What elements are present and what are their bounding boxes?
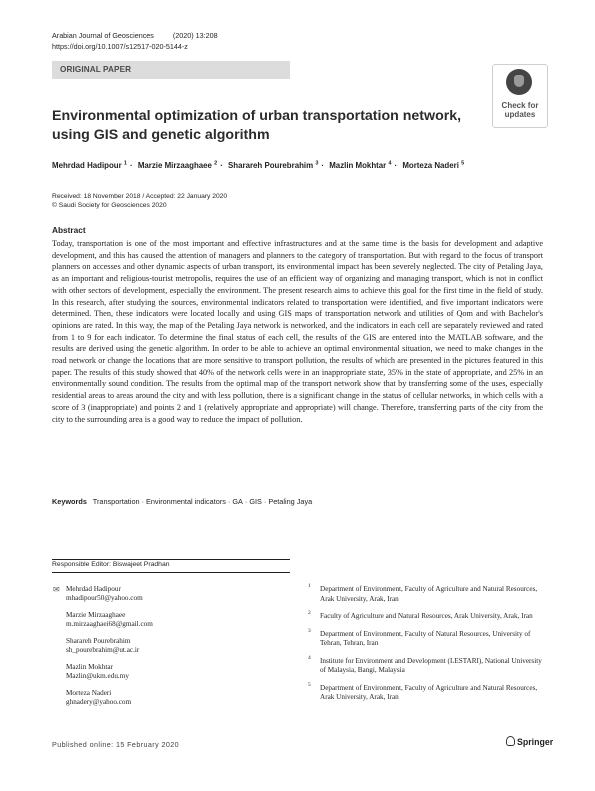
contact-item bbox=[66, 663, 153, 681]
affiliation-item: 1 Department of Environment, Faculty of Agriculture and Natural Resources, Arak University, Arak, Iran bbox=[308, 583, 538, 603]
springer-horse-icon bbox=[506, 736, 515, 746]
contact-email[interactable]: Mazlin@ukm.edu.my bbox=[66, 672, 129, 680]
contact-list bbox=[66, 585, 153, 715]
paper-title: Environmental optimization of urban transportation network, using GIS and genetic algorithm bbox=[52, 108, 462, 143]
responsible-editor: Responsible Editor: Biswajeet Pradhan bbox=[52, 561, 170, 568]
contact-email[interactable]: m.mirzaaghaei68@gmail.com bbox=[66, 620, 153, 628]
publisher-logo bbox=[506, 736, 553, 747]
author[interactable]: Mazlin Mokhtar $^4$ bbox=[329, 160, 392, 170]
keyword[interactable]: GA bbox=[232, 497, 243, 506]
check-updates-line2: updates bbox=[504, 110, 536, 119]
copyright: © Saudi Society for Geosciences 2020 bbox=[52, 202, 167, 209]
author[interactable]: Marzie Mirzaaghaee $^2$ bbox=[137, 160, 218, 170]
journal-name: Arabian Journal of Geosciences bbox=[52, 31, 154, 40]
keyword[interactable]: Petaling Jaya bbox=[268, 497, 313, 506]
contact-item bbox=[66, 689, 153, 707]
affiliation-item: 4 Institute for Environment and Development (LESTARI), National University of Malaysia, Bangi, Malaysia bbox=[308, 654, 542, 674]
author[interactable]: Sharareh Pourebrahim $^3$ bbox=[228, 160, 319, 170]
envelope-icon: ✉ bbox=[53, 585, 60, 594]
contact-item bbox=[66, 637, 153, 655]
publication-dates bbox=[52, 192, 227, 210]
abstract-text: Today, transportation is one of the most important and effective infrastructures and at the same time is the basis for development and adaptive development, and this has caused the attention of managers and planners to the category of transportation. But with regard to the focus of transport planners on accesses and other dynamic aspects of urban transport, its environmental impact has been severely neglected. The city of Petaling Jaya, as an important and religious-tourist metropolis, requires the use of an efficient way of organizing and managing transport, which is not in conflict with other sectors of development, especially the environment. The present research aims to achieve this goal for the first time in the field of study. In this research, after studying the sources, environmental indicators related to transportation were identified, and five important indicators were determined. Then, these indicators were located locally and using GIS maps of transportation network and utilities of Qom and with Bachelor's opinions are rated. In this way, the map of the Petaling Jaya network is networked, and the indicators in each cell are separately reviewed and rated from 1 to 9 for each indicator. To determine the final status of each cell, the results of the GIS are entered into the MATLAB software, and the results are derived using the genetic algorithm. In order to be able to achieve an optimal environmental situation, we need to make changes in the road network or change the locations that are more sensitive to transport pollution, the results of which are presented in the pictures featured in this paper. The results of this study showed that 40% of the network cells were in an inappropriate state, 35% in the state of appropriate, and 25% in an environmentally sound condition. The results from the optimal map of the transport network show that by transferring some of the uses, especially residential areas to areas around the city and with less pollution, there is a significant change in the status of cellular networks, in which cells with a score of 3 (inappropriate) and points 2 and 1 (relatively appropriate and appropriate) will change. Therefore, transferring parts of the city from the city to the surrounding area is a good way to reduce the impact of pollution. bbox=[52, 239, 543, 424]
bookmark-icon bbox=[506, 69, 532, 95]
divider bbox=[52, 559, 290, 560]
contact-name: Mazlin Mokhtar bbox=[66, 663, 113, 671]
keyword[interactable]: Transportation bbox=[92, 497, 140, 506]
journal-header bbox=[52, 30, 218, 52]
affiliation-item: 3 Department of Environment, Faculty of Natural Resources, University of Tehran, Tehran, Iran bbox=[308, 627, 531, 647]
affiliation-list bbox=[308, 585, 548, 711]
contact-email[interactable]: ghnadery@yahoo.com bbox=[66, 698, 132, 706]
affiliation-item: 5 Department of Environment, Faculty of Agriculture and Natural Resources, Arak University, Arak, Iran bbox=[308, 681, 538, 701]
author[interactable]: Morteza Naderi $^5$ bbox=[402, 160, 465, 170]
keyword[interactable]: GIS bbox=[249, 497, 262, 506]
check-updates-line1: Check for bbox=[501, 101, 539, 110]
contact-item bbox=[66, 611, 153, 629]
article-type-banner bbox=[52, 61, 290, 79]
contact-name: Mehrdad Hadipour bbox=[66, 585, 121, 593]
affiliation-item: 2 Faculty of Agriculture and Natural Resources, Arak University, Arak, Iran bbox=[308, 610, 533, 620]
author[interactable]: Mehrdad Hadipour $^1$ bbox=[52, 160, 127, 170]
journal-volume: (2020) 13:208 bbox=[172, 31, 218, 40]
contact-item bbox=[66, 585, 153, 603]
keyword[interactable]: Environmental indicators bbox=[146, 497, 226, 506]
divider bbox=[52, 572, 290, 573]
published-online: Published online: 15 February 2020 bbox=[52, 740, 180, 749]
contact-name: Morteza Naderi bbox=[66, 689, 112, 697]
contact-name: Sharareh Pourebrahim bbox=[66, 637, 131, 645]
keywords: Keywords Transportation · Environmental indicators · GA · GIS · Petaling Jaya bbox=[52, 497, 313, 506]
publisher-name: Springer bbox=[517, 737, 554, 747]
contact-name: Marzie Mirzaaghaee bbox=[66, 611, 126, 619]
contact-email[interactable]: sh_pourebrahim@ut.ac.ir bbox=[66, 646, 140, 654]
keywords-label: Keywords bbox=[52, 497, 87, 506]
article-type-label: ORIGINAL PAPER bbox=[60, 65, 132, 74]
author-list: Mehrdad Hadipour $^1$ · Marzie Mirzaaghaee $^2$ · Sharareh Pourebrahim $^3$ · Mazlin Mokhtar $^4$ · Morteza Naderi $^5$ bbox=[52, 160, 465, 170]
doi-link[interactable]: https://doi.org/10.1007/s12517-020-5144-z bbox=[52, 42, 188, 51]
abstract-heading: Abstract bbox=[52, 225, 86, 235]
received-accepted: Received: 18 November 2018 / Accepted: 22 January 2020 bbox=[52, 193, 228, 200]
contact-email[interactable]: mhadipour50@yahoo.com bbox=[66, 594, 143, 602]
check-for-updates-button[interactable] bbox=[492, 64, 548, 128]
